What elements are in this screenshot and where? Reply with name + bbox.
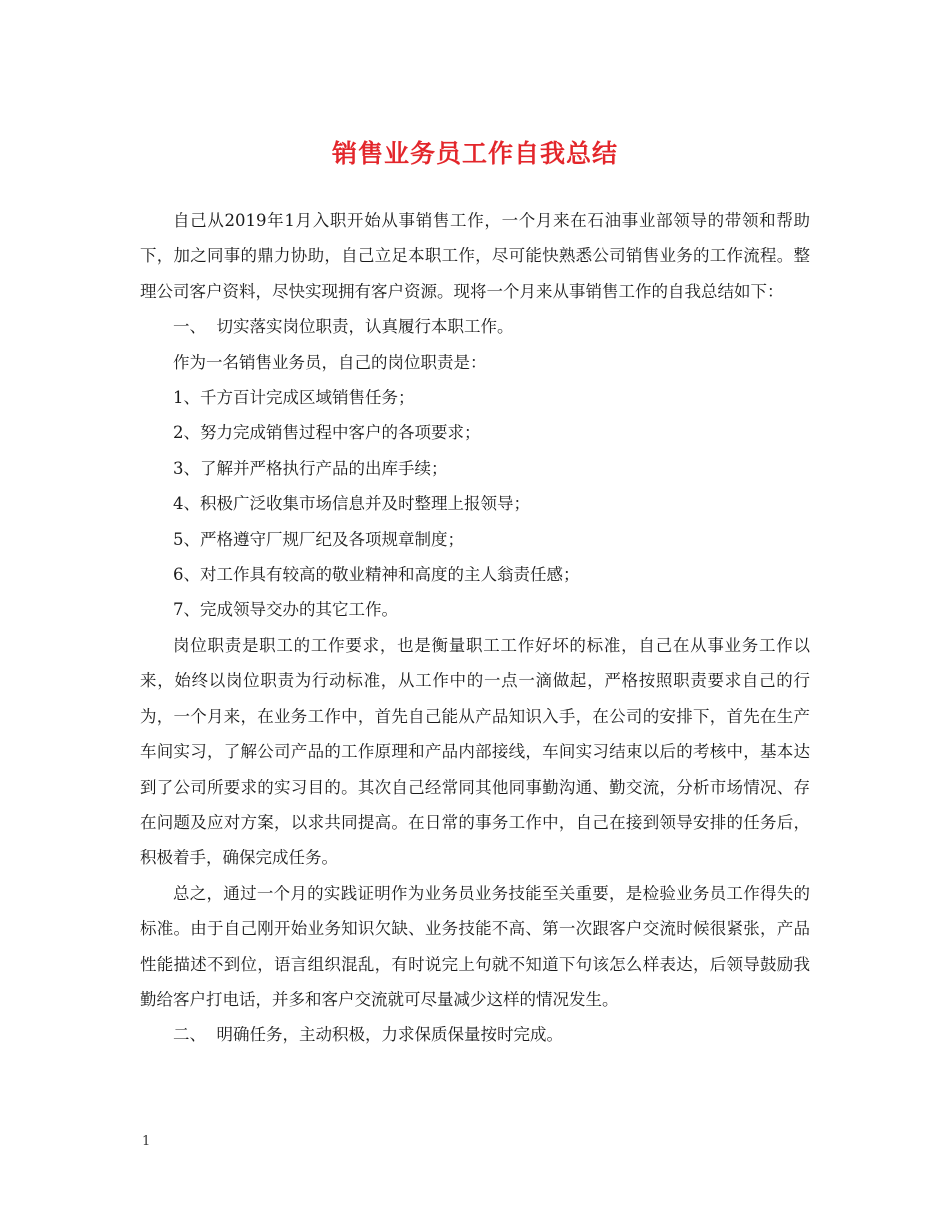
duty-item-6: 6、对工作具有较高的敬业精神和高度的主人翁责任感；	[173, 565, 580, 585]
section-heading-1: 一、 切实落实岗位职责，认真履行本职工作。	[173, 317, 514, 337]
duty-item-4: 4、积极广泛收集市场信息并及时整理上报领导；	[173, 494, 530, 514]
duties-paragraph: 岗位职责是职工的工作要求，也是衡量职工工作好坏的标准，自己在从事业务工作以来，始终以岗位职责为行动标准，从工作中的一点一滴做起，严格按照职责要求自己的行为，一个月来，在业务工作中，首先自己能从产品知识入手，在公司的安排下，首先在生产车间实习，了解公司产品的工作原理和产品内部接线，车间实习结束以后的考核中，基本达到了公司所要求的实习目的。其次自己经常同其他同事勤沟通、勤交流，分析市场情况、存在问题及应对方案，以求共同提高。在日常的事务工作中，自己在接到领导安排的任务后，积极着手，确保完成任务。	[140, 635, 810, 868]
duties-intro: 作为一名销售业务员，自己的岗位职责是：	[173, 352, 487, 372]
intro-paragraph: 自己从2019年1月入职开始从事销售工作，一个月来在石油事业部领导的带领和帮助下，加之同事的鼎力协助，自己立足本职工作，尽可能快熟悉公司销售业务的工作流程。整理公司客户资料，尽快实现拥有客户资源。现将一个月来从事销售工作的自我总结如下：	[140, 211, 810, 301]
section-heading-2: 二、 明确任务，主动积极，力求保质保量按时完成。	[173, 1025, 563, 1045]
summary-paragraph: 总之，通过一个月的实践证明作为业务员业务技能至关重要，是检验业务员工作得失的标准。由于自己刚开始业务知识欠缺、业务技能不高、第一次跟客户交流时候很紧张，产品性能描述不到位，语言组织混乱，有时说完上句就不知道下句该怎么样表达，后领导鼓励我勤给客户打电话，并多和客户交流就可尽量减少这样的情况发生。	[140, 883, 810, 1009]
page-number: 1	[142, 1134, 151, 1149]
duty-item-2: 2、努力完成销售过程中客户的各项要求；	[173, 423, 481, 443]
duty-item-3: 3、了解并严格执行产品的出库手续；	[173, 458, 448, 478]
document-body	[140, 203, 810, 1053]
document-title: 销售业务员工作自我总结	[331, 139, 618, 168]
duty-item-7: 7、完成领导交办的其它工作。	[173, 600, 398, 620]
duty-item-1: 1、千方百计完成区域销售任务；	[173, 388, 415, 408]
duty-item-5: 5、严格遵守厂规厂纪及各项规章制度；	[173, 529, 464, 549]
